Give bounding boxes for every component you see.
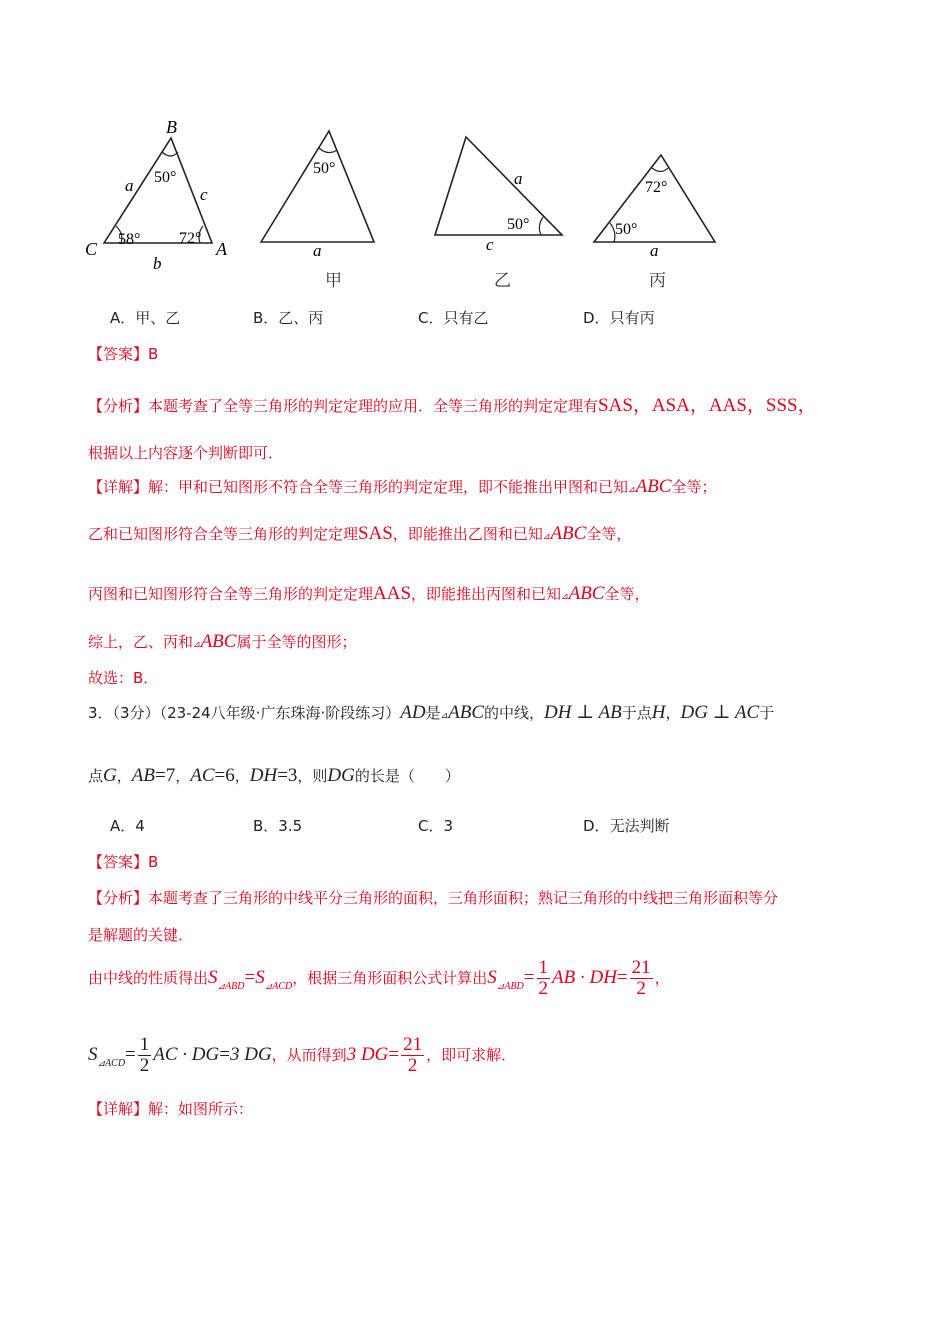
sub-ABD: ABD bbox=[225, 981, 245, 992]
caption-jia: 甲 bbox=[325, 271, 342, 290]
analysis-text: ，根据三角形面积公式计算出 bbox=[292, 969, 488, 987]
fraction-21-2: $\frac{21}{2}$ bbox=[631, 957, 651, 999]
q2-detail-line4: 综上，乙、丙和⊿ABC属于全等的图形； bbox=[88, 631, 357, 652]
q3-stem-line1: 3．（3分）（23-24八年级·广东珠海·阶段练习）AD是⊿ABC的中线，DH ⊥ AB于点H，DG ⊥ AC于 bbox=[88, 702, 775, 723]
area-S: S bbox=[487, 967, 497, 988]
perp-DG-AC: DG ⊥ AC bbox=[680, 702, 760, 723]
q3-analysis-line4: $S_{⊿ACD}=$ $\frac{1}{2}$ AC · DG=3 DG，从而得到3 DG= $\frac{21}{2}$ ，即可求解． bbox=[88, 1034, 517, 1076]
q2-option-c bbox=[418, 307, 489, 328]
analysis-text: 本题考查了全等三角形的判定定理的应用．全等三角形的判定定理有 bbox=[148, 397, 599, 415]
triangle-abc: ABC bbox=[200, 631, 237, 652]
analysis-text: 本题考查了三角形的中线平分三角形的面积，三角形面积；熟记三角形的中线把三角形面积等分 bbox=[148, 889, 779, 907]
option-text: 3 bbox=[443, 817, 454, 835]
side-bing: a bbox=[650, 241, 659, 260]
option-letter: B． bbox=[253, 309, 279, 327]
q3-analysis-line3: 由中线的性质得出$S_{⊿ABD}=S_{⊿ACD}$，根据三角形面积公式计算出$S_{⊿ABD}=$ $\frac{1}{2}$ AB · DH= $\frac{21}{2}$ ， bbox=[88, 957, 670, 999]
option-letter: B． bbox=[253, 817, 279, 835]
q3-number: 3． bbox=[88, 704, 113, 722]
equals: = bbox=[244, 967, 256, 988]
theorem-sas: SAS bbox=[358, 523, 393, 544]
detail-text: ，即能推出乙图和已知 bbox=[392, 525, 543, 543]
q2-option-d bbox=[583, 307, 655, 328]
analysis-tag: 【分析】 bbox=[88, 889, 149, 907]
option-text: 4 bbox=[135, 817, 145, 835]
value-AB: =7 bbox=[154, 765, 176, 786]
expr-3DG: 3 DG bbox=[346, 1044, 389, 1065]
equals: = bbox=[219, 1044, 230, 1065]
sub-ACD: ACD bbox=[105, 1058, 126, 1069]
stem-text: ， bbox=[665, 704, 681, 722]
option-letter: A． bbox=[110, 309, 136, 327]
side-c-yi: c bbox=[486, 235, 494, 254]
q2-analysis bbox=[88, 390, 817, 417]
stem-text: 于 bbox=[759, 704, 775, 722]
fraction-half: $\frac{1}{2}$ bbox=[139, 1034, 150, 1076]
equals: = bbox=[616, 967, 628, 988]
option-text: 无法判断 bbox=[609, 817, 670, 835]
seg-AB: AB bbox=[131, 765, 155, 786]
option-text: 甲、乙 bbox=[135, 309, 181, 327]
q2-option-b bbox=[253, 307, 323, 328]
seg-DH: DH bbox=[249, 765, 278, 786]
caption-bing: 丙 bbox=[649, 271, 666, 290]
edge-a: a bbox=[125, 176, 134, 195]
angle-B: 50° bbox=[154, 169, 177, 186]
answer-tag: 【答案】 bbox=[88, 853, 149, 871]
vertex-A: A bbox=[216, 239, 227, 259]
triangle-jia bbox=[261, 131, 374, 260]
detail-text: ，即能推出丙图和已知 bbox=[411, 585, 562, 603]
detail-text-end: 属于全等的图形； bbox=[236, 633, 357, 651]
q2-detail-line5: 故选：B． bbox=[88, 669, 159, 687]
angle-jia: 50° bbox=[313, 160, 336, 177]
answer-value: B bbox=[148, 853, 159, 871]
triangle-abc: ABC bbox=[635, 476, 672, 497]
detail-text-end: 全等， bbox=[586, 525, 632, 543]
option-text: 只有丙 bbox=[609, 309, 655, 327]
answer-value: B bbox=[148, 345, 159, 363]
expr-3DG: 3 DG bbox=[229, 1044, 272, 1065]
triangle-bing bbox=[594, 155, 715, 260]
analysis-text: ，从而得到 bbox=[271, 1046, 347, 1064]
stem-text: 的长是（ ） bbox=[354, 767, 460, 785]
q2-detail-line2: 乙和已知图形符合全等三角形的判定定理SAS，即能推出乙图和已知⊿ABC全等， bbox=[88, 523, 632, 544]
triangle-abc: ABC bbox=[568, 583, 605, 604]
point-H: H bbox=[651, 702, 666, 723]
q3-score: （3分） bbox=[112, 704, 160, 722]
detail-text-end: 全等， bbox=[604, 585, 650, 603]
angle-yi: 50° bbox=[507, 216, 530, 233]
side-jia: a bbox=[313, 241, 322, 260]
option-text: 只有乙 bbox=[443, 309, 489, 327]
detail-text: 乙和已知图形符合全等三角形的判定定理 bbox=[88, 525, 359, 543]
q2-option-a bbox=[110, 307, 180, 328]
q3-detail bbox=[88, 1098, 253, 1119]
edge-b: b bbox=[153, 254, 162, 273]
option-letter: C． bbox=[418, 309, 444, 327]
q3-source: （23-24八年级·广东珠海·阶段练习） bbox=[159, 704, 401, 722]
q3-option-d bbox=[583, 815, 670, 836]
triangle-yi bbox=[435, 137, 562, 254]
q2-answer bbox=[88, 343, 158, 364]
edge-c: c bbox=[200, 185, 208, 204]
stem-text: ，则 bbox=[297, 767, 328, 785]
detail-text: 丙图和已知图形符合全等三角形的判定定理 bbox=[88, 585, 374, 603]
perp-DH-AB: DH ⊥ AB bbox=[544, 702, 622, 723]
detail-text-end: 全等； bbox=[671, 478, 717, 496]
product-AB-DH: AB · DH bbox=[552, 967, 617, 988]
angle-left-bing: 50° bbox=[615, 221, 638, 238]
detail-tag: 【详解】 bbox=[88, 478, 149, 496]
answer-tag: 【答案】 bbox=[88, 345, 149, 363]
option-text: 乙、丙 bbox=[278, 309, 324, 327]
q3-analysis-line1 bbox=[88, 887, 778, 908]
q2-analysis-line2: 根据以上内容逐个判断即可． bbox=[88, 444, 284, 462]
stem-text: 于点 bbox=[621, 704, 652, 722]
triangle-abc: ABC bbox=[550, 523, 587, 544]
vertex-C: C bbox=[85, 239, 98, 259]
q3-answer bbox=[88, 851, 158, 872]
triangle-abc: ABC bbox=[448, 702, 484, 723]
detail-tag: 【详解】 bbox=[88, 1100, 149, 1118]
product-AC-DG: AC · DG bbox=[153, 1044, 220, 1065]
q2-detail-line3: 丙图和已知图形符合全等三角形的判定定理AAS，即能推出丙图和已知⊿ABC全等， bbox=[88, 583, 650, 604]
analysis-text: ，即可求解． bbox=[426, 1046, 517, 1064]
q3-option-a bbox=[110, 815, 145, 836]
option-letter: D． bbox=[583, 309, 610, 327]
sub-ACD: ACD bbox=[272, 981, 293, 992]
equals: = bbox=[523, 967, 535, 988]
option-letter: A． bbox=[110, 817, 136, 835]
caption-yi: 乙 bbox=[494, 271, 511, 290]
option-letter: D． bbox=[583, 817, 610, 835]
point-G: G bbox=[103, 765, 117, 786]
triangle-figures bbox=[0, 100, 950, 300]
stem-text: 的中线， bbox=[484, 704, 545, 722]
theorem-aas: AAS bbox=[373, 583, 412, 604]
detail-text: 解：如图所示： bbox=[148, 1100, 254, 1118]
detail-text: 解：甲和已知图形不符合全等三角形的判定定理，即不能推出甲图和已知 bbox=[148, 478, 629, 496]
value-AC: =6 bbox=[214, 765, 235, 786]
vertex-B: B bbox=[166, 117, 177, 137]
angle-top-bing: 72° bbox=[645, 179, 668, 196]
stem-text: 点 bbox=[88, 767, 104, 785]
side-a-yi: a bbox=[514, 169, 523, 188]
angle-A: 72° bbox=[179, 230, 202, 247]
seg-DG: DG bbox=[327, 765, 355, 786]
q2-detail-line1: 【详解】解：甲和已知图形不符合全等三角形的判定定理，即不能推出甲图和已知⊿ABC全等； bbox=[88, 476, 717, 497]
seg-AD: AD bbox=[400, 702, 426, 723]
area-S: S bbox=[255, 967, 265, 988]
q3-analysis-line2: 是解题的关键． bbox=[88, 926, 194, 944]
q3-stem-line2: 点G，AB=7，AC=6，DH=3，则DG的长是（ ） bbox=[88, 765, 460, 786]
stem-text: 是 bbox=[425, 704, 441, 722]
area-S: S bbox=[88, 1044, 98, 1065]
option-letter: C． bbox=[418, 817, 444, 835]
fraction-half: $\frac{1}{2}$ bbox=[538, 957, 549, 999]
reference-triangle bbox=[85, 117, 228, 273]
seg-AC: AC bbox=[190, 765, 215, 786]
q3-option-c bbox=[418, 815, 453, 836]
analysis-text: ， bbox=[654, 969, 670, 987]
angle-C: 58° bbox=[118, 231, 141, 248]
analysis-theorems: SAS，ASA，AAS，SSS， bbox=[598, 395, 817, 416]
equals: = bbox=[388, 1044, 400, 1065]
area-S: S bbox=[208, 967, 218, 988]
sub-ABD: ABD bbox=[504, 981, 524, 992]
fraction-21-2: $\frac{21}{2}$ bbox=[403, 1034, 423, 1076]
detail-text: 综上，乙、丙和 bbox=[88, 633, 194, 651]
analysis-text: 由中线的性质得出 bbox=[88, 969, 209, 987]
equals: = bbox=[125, 1044, 136, 1065]
option-text: 3.5 bbox=[278, 817, 303, 835]
q3-option-b bbox=[253, 815, 302, 836]
value-DH: =3 bbox=[277, 765, 298, 786]
analysis-tag: 【分析】 bbox=[88, 397, 149, 415]
